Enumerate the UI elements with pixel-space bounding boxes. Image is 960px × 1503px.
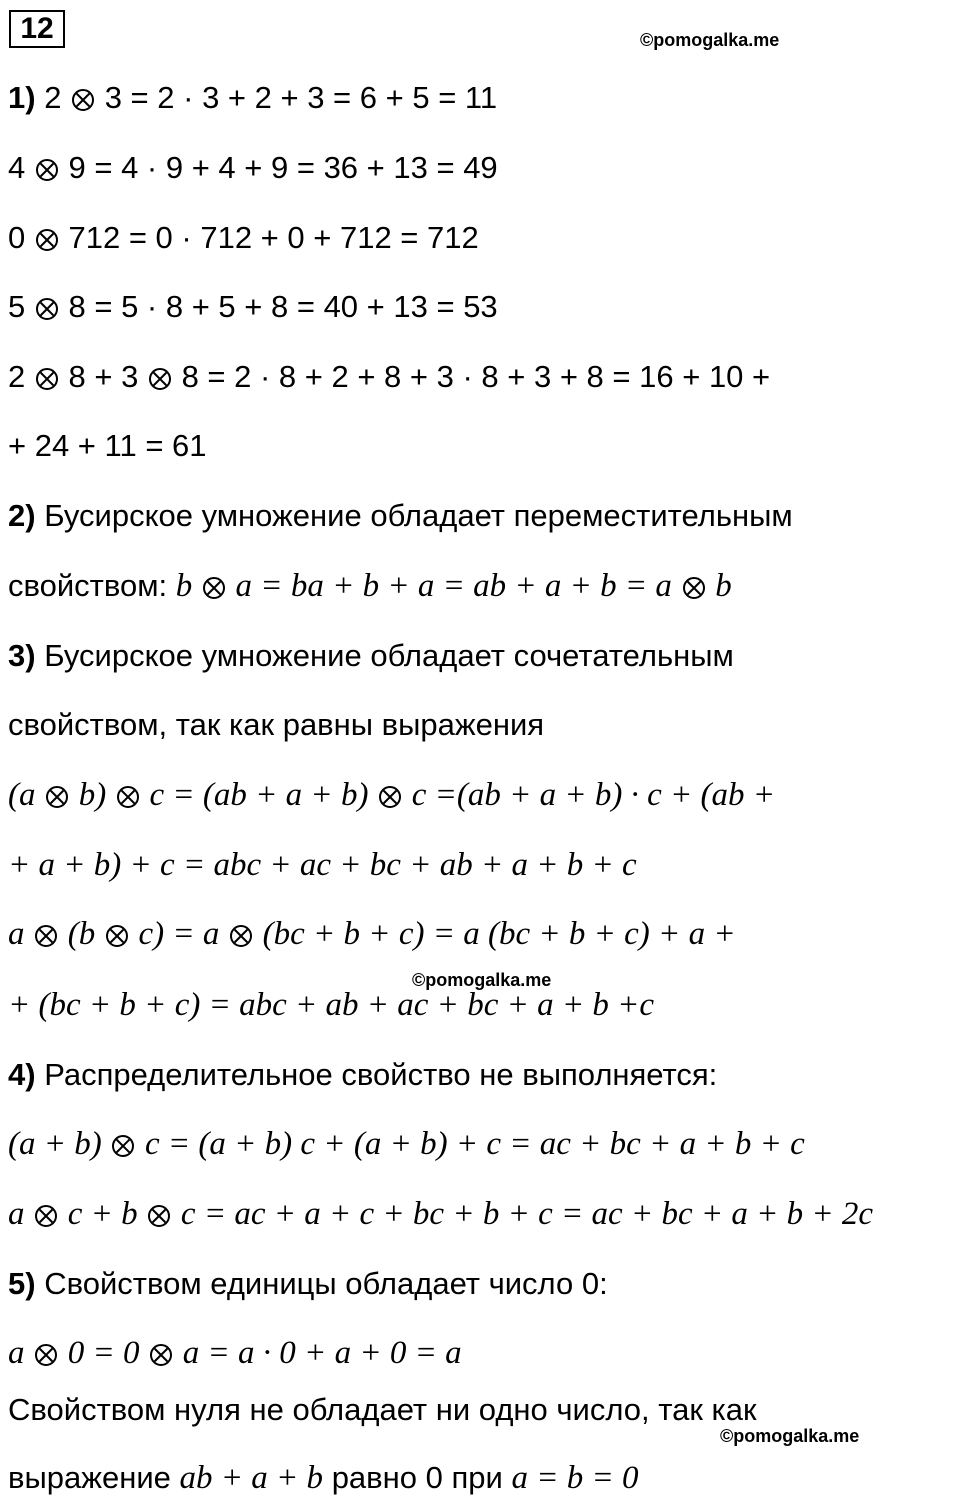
part2-label: 2)	[8, 498, 36, 533]
circled-times-icon	[150, 1344, 172, 1366]
operand: 2	[44, 80, 62, 115]
part3-line4	[8, 845, 637, 885]
formula: a	[8, 1335, 25, 1371]
circled-times-icon	[149, 368, 171, 390]
formula: b	[715, 568, 732, 604]
formula: + (bc + b + c) = abc + ab + ac + bc + a + b +c	[8, 987, 655, 1023]
circled-times-icon	[117, 786, 139, 808]
expression: 8 + 3	[68, 359, 139, 394]
part1-line3	[8, 218, 479, 258]
circled-times-icon	[683, 577, 705, 599]
formula: a = a · 0 + a + 0 = a	[182, 1335, 462, 1371]
watermark-bottom: ©pomogalka.me	[720, 1426, 860, 1446]
expression: + 24 + 11 = 61	[8, 428, 207, 463]
statement-text: равно 0 при	[331, 1460, 503, 1495]
circled-times-icon	[379, 786, 401, 808]
part3-label: 3)	[8, 638, 36, 673]
operand: 2	[8, 359, 26, 394]
part4-line3	[8, 1194, 873, 1234]
operand: 5	[8, 289, 26, 324]
expression: 8 = 2 · 8 + 2 + 8 + 3 · 8 + 3 + 8 = 16 + 10 +	[181, 359, 771, 394]
part3-line1	[8, 636, 734, 676]
circled-times-icon	[46, 786, 68, 808]
circled-times-icon	[36, 298, 58, 320]
formula: + a + b) + c = abc + ac + bc + ab + a + b + c	[8, 847, 637, 883]
formula: ab + a + b	[179, 1460, 324, 1496]
statement-text: Бусирское умножение обладает сочетательным	[44, 638, 734, 673]
formula: b)	[78, 777, 107, 813]
formula: a = b = 0	[511, 1460, 639, 1496]
part5-line2	[8, 1333, 462, 1373]
expression: 3 = 2 · 3 + 2 + 3 = 6 + 5 = 11	[104, 80, 498, 115]
part1-line2	[8, 148, 498, 188]
formula: 0 = 0	[67, 1335, 140, 1371]
formula: c = ac + a + c + bc + b + c = ac + bc + a + b + 2c	[180, 1196, 874, 1232]
formula: (a	[8, 777, 36, 813]
part4-line1	[8, 1055, 717, 1095]
statement-text: Распределительное свойство не выполняется:	[44, 1057, 718, 1092]
watermark-middle: ©pomogalka.me	[412, 970, 552, 990]
circled-times-icon	[36, 229, 58, 251]
part2-line1	[8, 496, 793, 536]
formula: c + b	[67, 1196, 138, 1232]
operand: 0	[8, 220, 26, 255]
formula: (bc + b + c) = a (bc + b + c) + a +	[262, 916, 736, 952]
task-number: 12	[9, 10, 65, 48]
part5-line1	[8, 1264, 608, 1304]
statement-text: выражение	[8, 1460, 171, 1495]
part1-label: 1)	[8, 80, 36, 115]
formula: c) = a	[138, 916, 220, 952]
part3-line5	[8, 914, 736, 954]
part4-label: 4)	[8, 1057, 36, 1092]
part1-line6	[8, 426, 207, 466]
part1-line4	[8, 287, 498, 327]
part5-line4	[8, 1458, 638, 1498]
circled-times-icon	[36, 159, 58, 181]
circled-times-icon	[35, 1344, 57, 1366]
circled-times-icon	[35, 1205, 57, 1227]
circled-times-icon	[106, 925, 128, 947]
circled-times-icon	[203, 577, 225, 599]
circled-times-icon	[72, 89, 94, 111]
operand: 4	[8, 150, 26, 185]
part3-line2	[8, 705, 544, 745]
part4-line2	[8, 1124, 805, 1164]
circled-times-icon	[112, 1135, 134, 1157]
formula: c = (a + b) c + (a + b) + c = ac + bc + a + b + c	[145, 1126, 805, 1162]
formula: a	[8, 916, 25, 952]
statement-text: свойством, так как равны выражения	[8, 707, 545, 742]
part3-line3	[8, 775, 775, 815]
formula: (b	[67, 916, 96, 952]
watermark-top: ©pomogalka.me	[640, 30, 780, 50]
expression: 8 = 5 · 8 + 5 + 8 = 40 + 13 = 53	[68, 289, 498, 324]
part3-line6	[8, 985, 654, 1025]
part5-line3	[8, 1390, 757, 1430]
formula: c =(ab + a + b) · c + (ab +	[411, 777, 776, 813]
circled-times-icon	[35, 925, 57, 947]
part1-line5	[8, 357, 770, 397]
formula: c = (ab + a + b)	[149, 777, 369, 813]
formula: a	[8, 1196, 25, 1232]
statement-text: Свойством нуля не обладает ни одно число, так как	[8, 1392, 757, 1427]
part1-line1	[8, 78, 497, 118]
expression: 712 = 0 · 712 + 0 + 712 = 712	[68, 220, 479, 255]
part5-label: 5)	[8, 1266, 36, 1301]
formula: b	[175, 568, 193, 604]
circled-times-icon	[36, 368, 58, 390]
circled-times-icon	[148, 1205, 170, 1227]
circled-times-icon	[230, 925, 252, 947]
property-label: свойством:	[8, 568, 168, 603]
formula: a = ba + b + a = ab + a + b = a	[235, 568, 672, 604]
formula: (a + b)	[8, 1126, 102, 1162]
part2-line2	[8, 566, 732, 606]
statement-text: Свойством единицы обладает число 0:	[44, 1266, 608, 1301]
statement-text: Бусирское умножение обладает переместительным	[44, 498, 793, 533]
expression: 9 = 4 · 9 + 4 + 9 = 36 + 13 = 49	[68, 150, 498, 185]
